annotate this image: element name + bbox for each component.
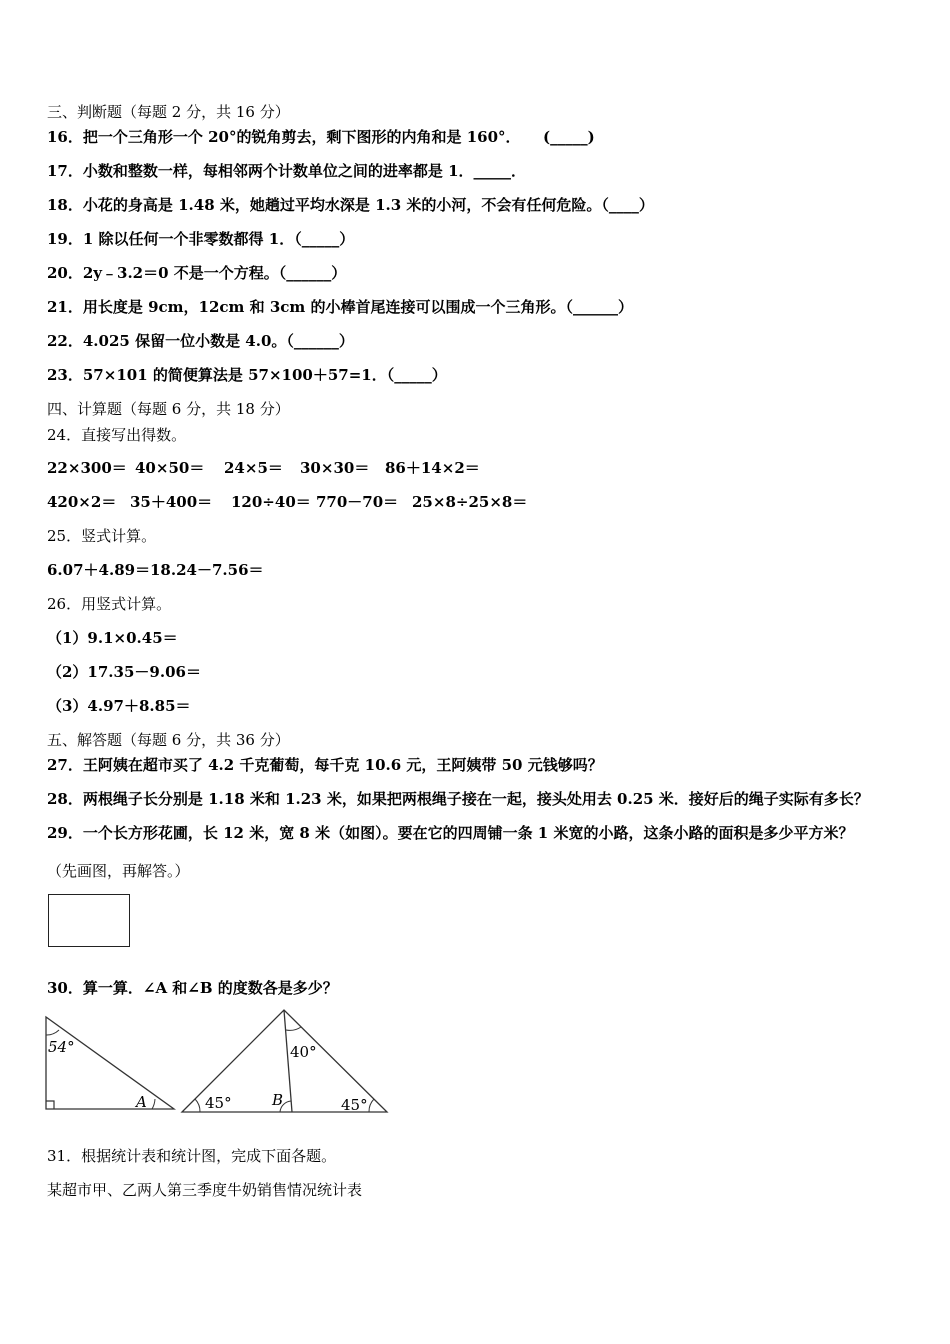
question-22: 22．4.025 保留一位小数是 4.0。（______）: [47, 332, 354, 350]
calc-24-item: 86＋14×2＝: [385, 459, 480, 477]
calc-24-item: 25×8÷25×8＝: [412, 493, 528, 511]
calc-24-item: 24×5＝: [224, 459, 283, 477]
question-25: 25．竖式计算。: [47, 527, 157, 545]
right-angle-mark: [46, 1101, 54, 1109]
garden-rectangle-figure: [48, 894, 130, 947]
label-40-degrees: 40°: [290, 1043, 317, 1061]
calc-26-item: （2）17.35－9.06＝: [47, 663, 201, 681]
label-54-degrees: 54°: [48, 1038, 75, 1056]
calc-24-item: 420×2＝: [47, 493, 117, 511]
calc-24-item: 120÷40＝: [231, 493, 311, 511]
section-4-heading: 四、计算题（每题 6 分，共 18 分）: [47, 400, 290, 418]
question-17: 17．小数和整数一样，每相邻两个计数单位之间的进率都是 1．_____．: [47, 162, 527, 180]
calc-24-item: 35＋400＝: [130, 493, 213, 511]
calc-24-item: 22×300＝: [47, 459, 127, 477]
label-45-degrees-right: 45°: [341, 1096, 368, 1114]
right-triangle: [46, 1017, 174, 1109]
question-18: 18．小花的身高是 1.48 米，她趟过平均水深是 1.3 米的小河，不会有任何危险。（____）: [47, 196, 654, 214]
question-21: 21．用长度是 9cm，12cm 和 3cm 的小棒首尾连接可以围成一个三角形。（______）: [47, 298, 634, 316]
question-26: 26．用竖式计算。: [47, 595, 172, 613]
question-30: 30．算一算．∠A 和∠B 的度数各是多少？: [47, 979, 338, 997]
label-angle-b: B: [272, 1091, 284, 1109]
question-27: 27．王阿姨在超市买了 4.2 千克葡萄，每千克 10.6 元，王阿姨带 50 元钱够吗？: [47, 756, 603, 774]
calc-26-item: （1）9.1×0.45＝: [47, 629, 178, 647]
angle-arc-45-left: [195, 1099, 200, 1112]
angle-arc-a: [152, 1099, 155, 1109]
calc-25-item: 6.07＋4.89＝: [47, 561, 151, 579]
question-19: 19．1 除以任何一个非零数都得 1．（_____）: [47, 230, 355, 248]
triangle-figures: [0, 1005, 420, 1125]
calc-25-item: 18.24－7.56＝: [150, 561, 264, 579]
angle-arc-40: [286, 1027, 301, 1030]
section-3-heading: 三、判断题（每题 2 分，共 16 分）: [47, 103, 290, 121]
calc-24-item: 30×30＝: [300, 459, 370, 477]
question-29: 29．一个长方形花圃，长 12 米，宽 8 米（如图）。要在它的四周铺一条 1 米宽的小路，这条小路的面积是多少平方米？: [47, 824, 854, 842]
question-31: 31．根据统计表和统计图，完成下面各题。: [47, 1147, 337, 1165]
question-31-table-title: 某超市甲、乙两人第三季度牛奶销售情况统计表: [47, 1181, 363, 1199]
label-angle-a: A: [136, 1093, 147, 1111]
calc-26-item: （3）4.97＋8.85＝: [47, 697, 191, 715]
angle-arc-54: [46, 1030, 59, 1035]
section-5-heading: 五、解答题（每题 6 分，共 36 分）: [47, 731, 290, 749]
question-29-note: （先画图，再解答。）: [47, 862, 190, 880]
question-24: 24．直接写出得数。: [47, 426, 187, 444]
calc-24-item: 770－70＝: [316, 493, 399, 511]
question-16: 16．把一个三角形一个 20°的锐角剪去，剩下图形的内角和是 160°． (_____): [47, 128, 595, 146]
question-28: 28．两根绳子长分别是 1.18 米和 1.23 米，如果把两根绳子接在一起，接头处用去 0.25 米．接好后的绳子实际有多长？: [47, 790, 869, 808]
inner-segment: [284, 1010, 292, 1112]
label-45-degrees-left: 45°: [205, 1094, 232, 1112]
angle-arc-45-right: [369, 1099, 374, 1112]
calc-24-item: 40×50＝: [135, 459, 205, 477]
question-20: 20．2y﹣3.2＝0 不是一个方程。（______）: [47, 264, 347, 282]
question-23: 23．57×101 的简便算法是 57×100＋57=1．（_____）: [47, 366, 447, 384]
